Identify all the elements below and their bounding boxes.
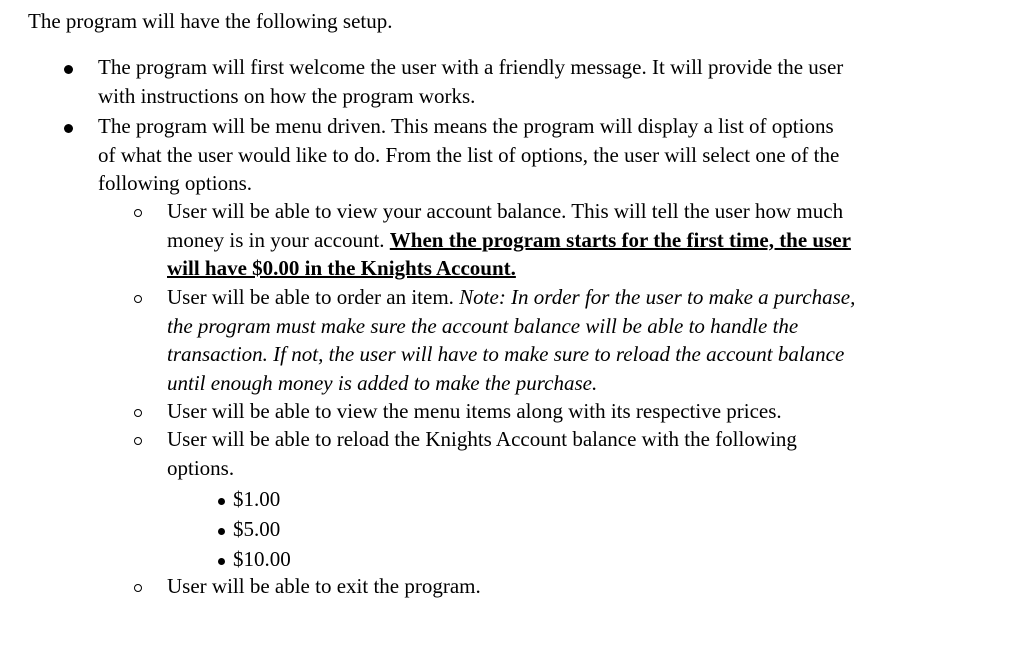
note-text: Note: In order for the user to make a purchase,: [459, 285, 856, 309]
option-line: [167, 254, 851, 283]
option-marker: [131, 283, 145, 312]
option-marker: [131, 572, 145, 601]
option-marker: [131, 425, 145, 454]
option-line: User will be able to exit the program.: [167, 574, 481, 598]
reload-amount: $10.00: [233, 547, 291, 571]
option-marker: [131, 197, 145, 226]
bullet-line: with instructions on how the program works.: [98, 83, 476, 108]
bullet-marker: [60, 53, 76, 82]
option-line: User will be able to reload the Knights Account balance with the following: [167, 427, 797, 451]
option-line: [167, 283, 855, 312]
option-line: User will be able to view the menu items along with its respective prices.: [167, 399, 782, 423]
emphasis-text: When the program starts for the first time, the user: [389, 227, 851, 252]
bullet-line: The program will first welcome the user with a friendly message. It will provide the user: [98, 55, 844, 79]
option-text: money is in your account.: [167, 227, 390, 252]
note-line: the program must make sure the account balance will be able to handle the: [167, 313, 799, 338]
reload-amount-item: [218, 544, 291, 574]
emphasis-text: will have $0.00 in the Knights Account.: [167, 256, 516, 280]
option-marker: [131, 397, 145, 426]
note-line: transaction. If not, the user will have to make sure to reload the account balance: [167, 342, 845, 366]
reload-amount: $1.00: [233, 487, 281, 511]
reload-amount-item: [218, 514, 291, 544]
bullet-marker: [60, 112, 76, 141]
reload-amount: $5.00: [233, 517, 281, 541]
option-line: options.: [167, 455, 235, 480]
option-text: User will be able to order an item.: [167, 285, 460, 309]
bullet-line: following options.: [98, 171, 253, 195]
reload-amount-item: [218, 484, 291, 514]
intro-text: The program will have the following setup.: [28, 9, 393, 33]
bullet-line: The program will be menu driven. This means the program will display a list of options: [98, 114, 834, 138]
option-line: User will be able to view your account balance. This will tell the user how much: [167, 199, 844, 223]
note-line: until enough money is added to make the purchase.: [167, 370, 598, 395]
option-line: [167, 226, 851, 255]
bullet-line: of what the user would like to do. From the list of options, the user will select one of the: [98, 142, 840, 167]
